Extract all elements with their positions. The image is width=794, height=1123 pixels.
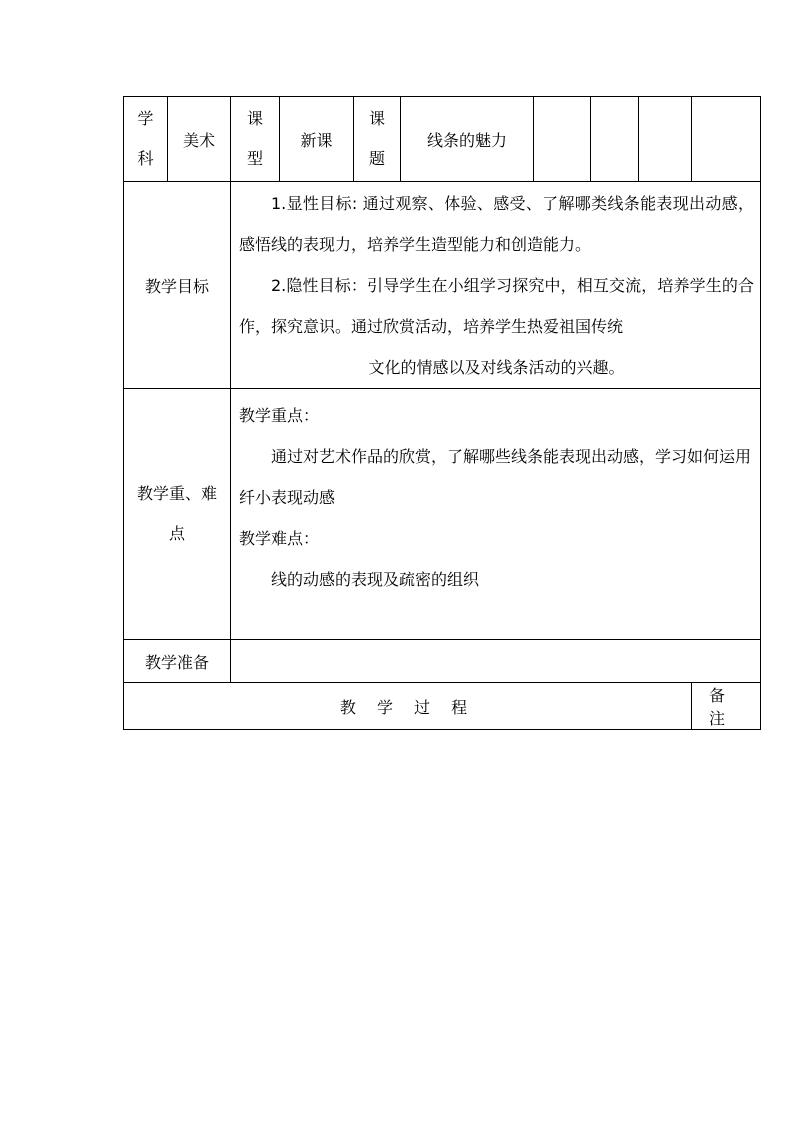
topic-label-bottom: 题	[368, 149, 385, 168]
blank-cell-4	[692, 97, 761, 182]
blank-cell-1	[534, 97, 591, 182]
type-label-bottom: 型	[246, 149, 263, 168]
focus-text: 通过对艺术作品的欣赏，了解哪些线条能表现出动感，学习如何运用纤小表现动感	[239, 447, 752, 507]
process-row	[124, 683, 761, 730]
process-label-cell	[124, 683, 692, 730]
lesson-plan-sheet	[123, 96, 760, 730]
header-row	[124, 97, 761, 182]
preparation-value	[231, 640, 761, 683]
type-value: 新课	[280, 97, 354, 182]
goals-content-cell	[231, 182, 761, 389]
notes-label: 备 注	[708, 686, 743, 728]
key-points-row	[124, 389, 761, 640]
key-points-label-top: 教学重、难	[136, 484, 217, 503]
difficulty-title: 教学难点：	[239, 529, 320, 548]
goal-implicit-end: 文化的情感以及对线条活动的兴趣。	[368, 357, 625, 377]
blank-cell-3	[639, 97, 692, 182]
focus-title: 教学重点：	[239, 406, 320, 425]
process-label: 教 学 过 程	[339, 697, 476, 717]
key-points-label-bottom: 点	[168, 524, 185, 543]
topic-label-cell	[354, 97, 401, 182]
goal-implicit: 2.隐性目标：引导学生在小组学习探究中，相互交流，培养学生的合作，探究意识。通过欣赏活动，培养学生热爱祖国传统	[239, 275, 754, 336]
goals-row	[124, 182, 761, 389]
subject-label-cell	[124, 97, 168, 182]
goals-label: 教学目标	[124, 182, 231, 389]
key-points-label-cell	[124, 389, 231, 640]
key-points-content-cell	[231, 389, 761, 640]
preparation-row	[124, 640, 761, 683]
topic-value: 线条的魅力	[401, 97, 534, 182]
subject-value: 美术	[168, 97, 231, 182]
topic-label-top: 课	[368, 109, 385, 128]
subject-label-top: 学	[137, 109, 154, 128]
goal-explicit: 1.显性目标: 通过观察、体验、感受、了解哪类线条能表现出动感，感悟线的表现力，培养学生造型能力和创造能力。	[239, 193, 754, 254]
key-points-text	[231, 389, 760, 600]
lesson-plan-table	[123, 96, 761, 730]
difficulty-text: 线的动感的表现及疏密的组织	[271, 570, 480, 589]
goals-text	[231, 183, 760, 388]
type-label-cell	[231, 97, 280, 182]
preparation-label: 教学准备	[124, 640, 231, 683]
type-label-top: 课	[246, 109, 263, 128]
blank-cell-2	[591, 97, 639, 182]
notes-label-cell	[692, 683, 761, 730]
subject-label-bottom: 科	[137, 149, 154, 168]
